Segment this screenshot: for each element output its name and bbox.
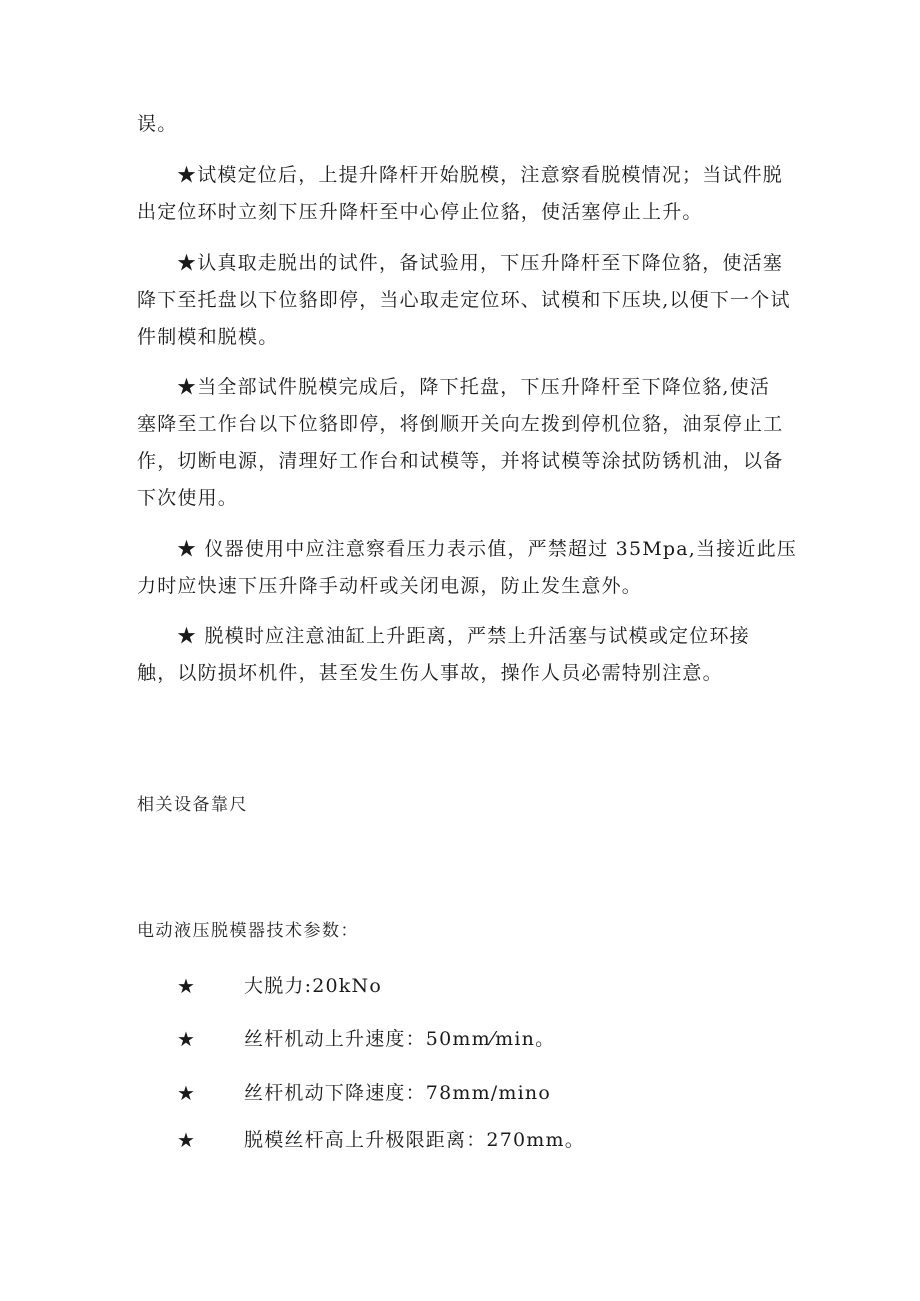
paragraph-line: 塞降至工作台以下位貉即停，将倒顺开关向左拨到停机位貉，油泵停止工 — [137, 413, 784, 435]
paragraph-line: 降下至托盘以下位貉即停，当心取走定位环、试模和下压块,以便下一个试 — [137, 289, 791, 311]
star-icon: ★ — [177, 1081, 195, 1105]
paragraph-line: 件制模和脱模。 — [137, 326, 279, 348]
star-icon: ★ — [177, 1027, 195, 1051]
paragraph-line: 力时应快速下压升降手动杆或关闭电源，防止发生意外。 — [137, 575, 643, 597]
section-title: 相关设备靠尺 — [137, 795, 248, 815]
spec-item: 丝杆机动上升速度：50mm⁄min。 — [244, 1028, 556, 1050]
spec-item: 脱模丝杆高上升极限距离：270mm。 — [244, 1129, 585, 1151]
spec-item: 大脱力:20kNo — [244, 975, 382, 997]
paragraph-line: 作，切断电源，清理好工作台和试模等，并将试模等涂拭防锈机油，以备 — [137, 450, 784, 472]
specs-title: 电动液压脱模器技术参数： — [137, 921, 359, 941]
paragraph-line: ★当全部试件脱模完成后，降下托盘，下压升降杆至下降位貉,使活 — [177, 376, 771, 398]
star-icon: ★ — [177, 974, 195, 998]
star-icon: ★ — [177, 1128, 195, 1152]
paragraph-line: 触，以防损坏机件，甚至发生伤人事故，操作人员必需特别注意。 — [137, 662, 723, 684]
paragraph-line: 误。 — [137, 113, 178, 135]
paragraph-line: ★认真取走脱出的试件，备试验用，下压升降杆至下降位貉，使活塞 — [177, 252, 784, 274]
paragraph-line: ★ 仪器使用中应注意察看压力表示值，严禁超过 35Mpa,当接近此压 — [177, 538, 798, 560]
paragraph-line: 出定位环时立刻下压升降杆至中心停止位貉，使活塞停止上升。 — [137, 201, 703, 223]
paragraph-line: ★试模定位后，上提升降杆开始脱模，注意察看脱模情况；当试件脱 — [177, 164, 784, 186]
spec-item: 丝杆机动下降速度：78mm/mino — [244, 1082, 551, 1104]
paragraph-line: 下次使用。 — [137, 487, 239, 509]
paragraph-line: ★ 脱模时应注意油缸上升距离，严禁上升活塞与试模或定位环接 — [177, 625, 750, 647]
